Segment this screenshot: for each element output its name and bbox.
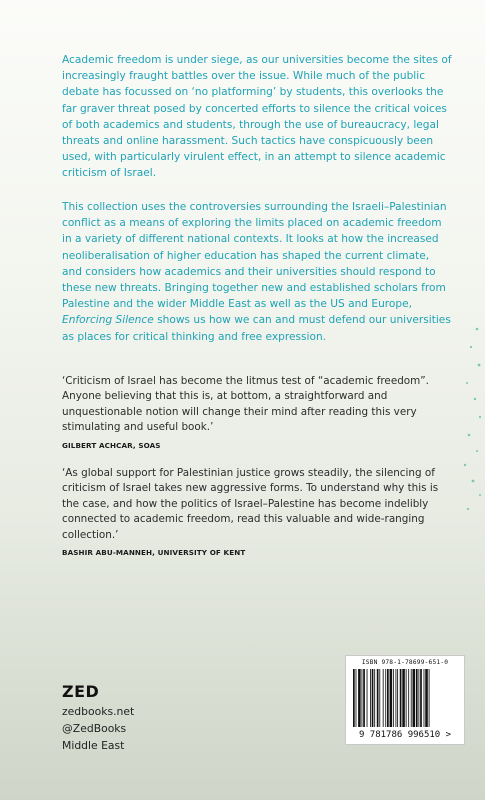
publisher-website: zedbooks.net	[62, 705, 135, 718]
barcode-bars	[352, 669, 458, 727]
blurb-text: shows us how we can and must defend our universities as places for critical thinking and free expression.	[62, 314, 451, 343]
barcode	[345, 655, 465, 745]
quote-attribution: BASHIR ABU-MANNEH, UNIVERSITY OF KENT	[62, 548, 246, 558]
book-category: Middle East	[62, 739, 125, 752]
publisher-logo: ZED	[62, 682, 100, 701]
book-title: Enforcing Silence	[62, 314, 154, 327]
quote-text: ‘As global support for Palestinian justice grows steadily, the silencing of criticism of Israel takes new aggressive forms. To understand why this is the case, and how the politics of Israel–Palestine has become indelibly connected to academic freedom, read this valuable and wide-ranging collection.’	[62, 467, 439, 541]
isbn-label: ISBN 978-1-78699-651-0	[361, 659, 449, 666]
blurb-paragraph	[62, 199, 452, 345]
publisher-twitter: @ZedBooks	[62, 722, 127, 735]
decorative-dots	[453, 325, 483, 515]
quote-text: ‘Criticism of Israel has become the litmus test of “academic freedom”. Anyone believing that this is, at bottom, a straightforward and unquestionable notion will change their mind after reading this very stimulating and useful book.’	[62, 375, 429, 434]
endorsement-quote	[62, 466, 452, 560]
ean-digits: 9 781786 996510 >	[358, 730, 452, 740]
endorsement-quote	[62, 374, 452, 453]
quote-attribution: GILBERT ACHCAR, SOAS	[62, 440, 161, 450]
blurb-paragraph: Academic freedom is under siege, as our universities become the sites of increasingly fraught battles over the issue. While much of the public debate has focussed on ‘no platforming’ by students, this overlooks the far graver threat posed by concerted efforts to silence the critical voices of both academics and students, through the use of bureaucracy, legal threats and online harassment. Such tactics have conspicuously been used, with particularly virulent effect, in an attempt to silence academic criticism of Israel.	[62, 54, 452, 180]
blurb-text: This collection uses the controversies surrounding the Israeli–Palestinian conflict as a means of exploring the limits placed on academic freedom in a variety of different national contexts. It looks at how the increased neoliberalisation of higher education has shaped the current climate, and considers how academics and their universities should respond to these new threats. Bringing together new and established scholars from Palestine and the wider Middle East as well as the US and Europe,	[62, 201, 447, 311]
